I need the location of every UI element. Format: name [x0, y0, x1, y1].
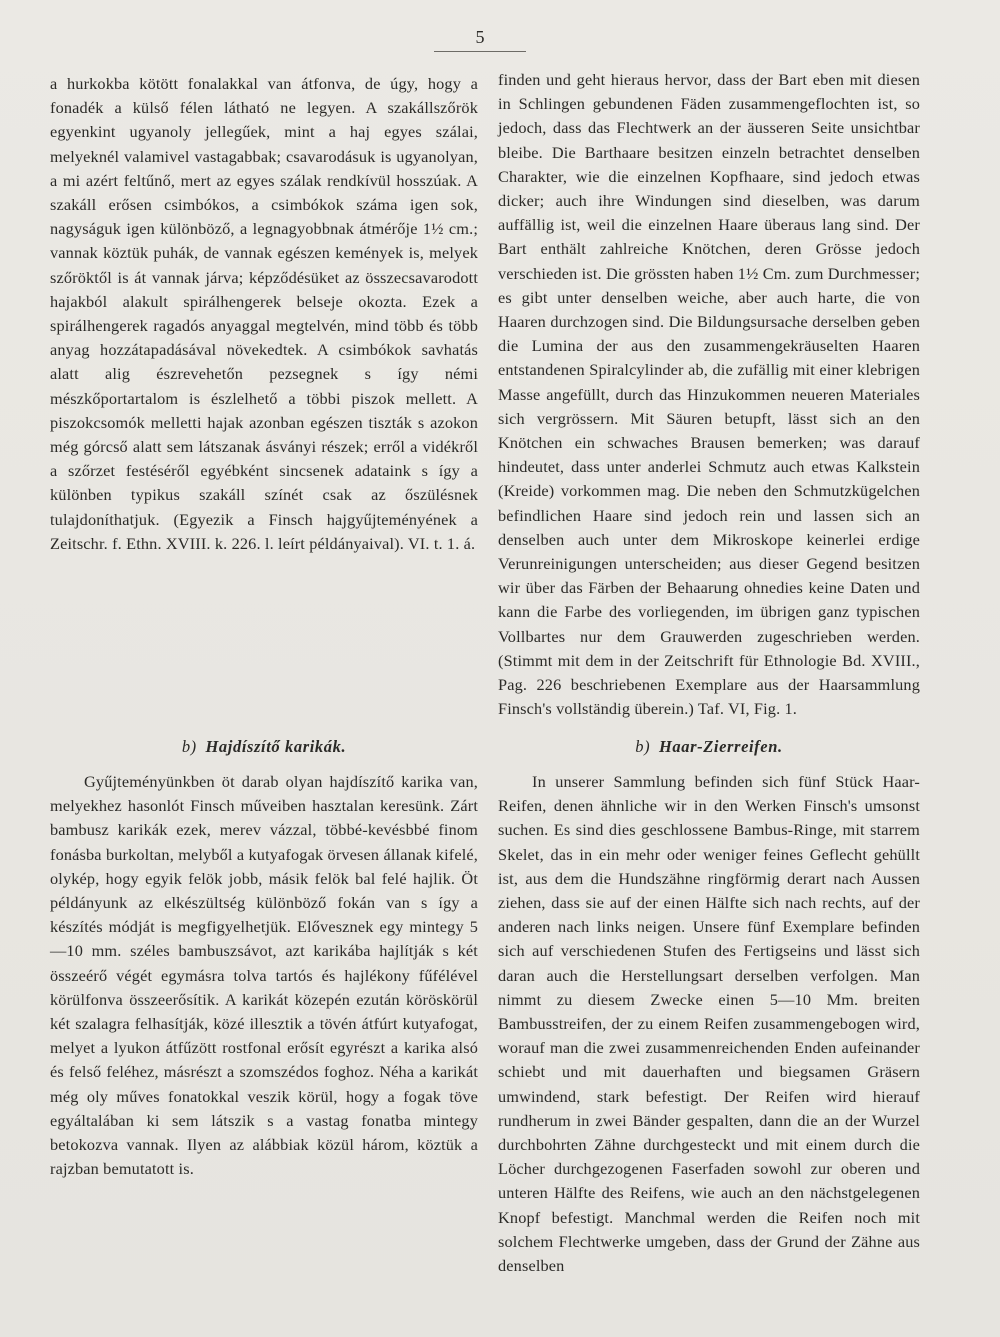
hungarian-column-top	[50, 72, 478, 556]
german-paragraph-continued: finden und geht hieraus hervor, dass der Bart eben mit diesen in Schlingen gebundenen Fäden zusammengeflochten ist, so jedoch, dass das Flechtwerk an der äusseren Seite unsichtbar bleibe. Die Barthaare besitzen einzeln betrachtet denselben Charakter, wie die einzelnen Kopfhaare, sind jedoch etwas dicker; auch ihre Windungen sind dieselben, was darum auffällig ist, weil die einzelnen Haare überaus lang sind. Der Bart enthält zahlreiche Knötchen, deren Grösse jedoch verschieden ist. Die grössten haben 1½ Cm. zum Durchmesser; es gibt unter denselben weiche, aber auch harte, die von Haaren durchzogen sind. Die Bildungsursache derselben geben die Lumina der aus den zusammengekräuselten Haaren entstandenen Spiralcylinder ab, die zufällig mit einer klebrigen Masse angefüllt, durch das Hinzukommen neueren Materiales sich vergrössern. Mit Säuren betupft, lässt sich an den Knötchen ein schwaches Brausen bemerken; was darauf hindeutet, dass unter anderlei Schmutz auch etwas Kalkstein (Kreide) vorkommen mag. Die neben den Schmutzkügelchen befindlichen Haare sind jedoch rein und lassen sich an denselben auch unter dem Mikroskope keinerlei erdige Verunreinigungen unterscheiden; aus dieser Gegend besitzen wir über das Färben der Behaarung ohnedies keine Daten und kann die Farbe des vorliegenden, im übrigen ganz typischen Vollbartes nur dem Grauwerden zugeschrieben werden. (Stimmt mit dem in der Zeitschrift für Ethnologie Bd. XVIII., Pag. 226 beschriebenen Exemplare aus der Haarsammlung Finsch's vollständig überein.) Taf. VI, Fig. 1.	[498, 70, 920, 719]
hungarian-column-bottom	[50, 770, 478, 1181]
german-column-bottom	[498, 770, 920, 1278]
german-paragraph-hair-rings: In unserer Sammlung befinden sich fünf Stück Haar-Reifen, denen ähnliche wir in den Werken Finsch's umsonst suchen. Es sind dies geschlossene Bambus-Ringe, mit starrem Skelet, das in ein mehr oder weniger feines Geflecht gehüllt ist, aus dem die Hundszähne ringförmig derart nach Aussen ziehen, dass sie auf der einen Hälfte sich nach rechts, auf der anderen nach links neigen. Unsere fünf Exemplare befinden sich auf verschiedenen Stufen des Fertigseins und lässt sich daran auch die Herstellungsart derselben verfolgen. Man nimmt zu diesem Zwecke einen 5—10 Mm. breiten Bambusstreifen, der zu einem Reifen zusammengebogen wird, worauf man die zwei zusammenreichenden Enden aufeinander schiebt und mit dauerhaften und biegsamen Gräsern umwindend, stark befestigt. Der Reifen wird hierauf rundherum in zwei Bänder gespalten, dann die an der Wurzel durchbohrten Zähne durchgesteckt und mit einem durch die Löcher durchgezogenen Faserfaden sowohl zur oberen und unteren Hälfte des Reifens, wie auch an den nächstgelegenen Knopf befestigt. Manchmal werden die Reifen noch mit solchem Flechtwerke umgeben, dass der Grund der Zähne aus denselben	[498, 772, 920, 1276]
german-column-top	[498, 68, 920, 721]
hungarian-paragraph-hair-rings: Gyűjteményünkben öt darab olyan hajdíszítő karika van, melyekhez hasonlót Finsch műveiben hasztalan keresünk. Zárt bambusz karikák ezek, merev vázzal, többé-kevésbbé finom fonásba burkoltan, melyből a kutyafogak örvesen állanak kifelé, olykép, hogy egyik felök jobb, másik felök bal felé hajlik. Öt példányunk az elkészültség különböző fokán van s így a készítés módját is megfigyelhetjük. Elővesznek egy mintegy 5—10 mm. széles bambuszsávot, azt karikába hajlítják s két összeérő végét egymásra tolva tartós és hajlékony fűfélével körülfonva összeerősítik. A karikát közepén ezután köröskörül két szalagra felhasítják, közé illesztik a tövén átfúrt kutyafogat, melyet a lyukon átfűzött rostfonal erősít egyrészt a karika alsó és felső feléhez, másrészt a szomszédos foghoz. Néha a karikát még oly műves fonatokkal veszik körül, hogy a fogak töve egyáltalában ki sem látszik s a vastag fonatba mintegy betokozva vannak. Ilyen az alábbiak közül három, köztük a rajzban bemutatott is.	[50, 772, 478, 1179]
hungarian-section-letter: b)	[181, 737, 197, 756]
hungarian-paragraph-continued: a hurkokba kötött fonalakkal van átfonva, de úgy, hogy a fonadék a külső félen látható ne legyen. A szakállszőrök egyenkint ugyanoly jellegűek, mint a haj egyes szálai, melyeknél valamivel vastagabbak; csavarodásuk is ugyanolyan, a mi azért feltűnő, mert az egyes szálak rendkívül hosszúak. A szakáll erősen csimbókos, a csimbókok száma igen sok, nagyságuk igen különböző, a legnagyobbnak átmérője 1½ cm.; vannak köztük puhák, de vannak egészen kemények is, melyek szőröktől is át vannak járva; képződésüket az összecsavarodott hajakból alakult spirálhengerek belseje okozta. Ezek a spirálhengerek ragadós anyaggal megtelvén, mind több és több anyag hozzátapadásával növekedtek. A csimbókok savhatás alatt alig észrevehetőn pezsegnek s így némi mészkőportartalom is észlelhető a többi piszok mellett. A piszokcsomók melletti hajak azonban egészen tiszták s azokon még górcső alatt sem látszanak ásványi részek; erről a vidékről a szőrzet festéséről egyébként sincsenek adataink s így a különben typikus szakáll színét csak az őszülésnek tulajdoníthatjuk. (Egyezik a Finsch hajgyűjteményének a Zeitschr. f. Ethn. XVIII. k. 226. l. leírt példányaival). VI. t. 1. á.	[50, 74, 478, 553]
hungarian-section-title: Hajdíszítő karikák.	[205, 737, 347, 756]
german-section-heading	[498, 737, 920, 757]
page-number-block	[430, 26, 530, 52]
german-section-title: Haar-Zierreifen.	[658, 737, 783, 756]
page-number-rule	[434, 51, 526, 52]
hungarian-section-heading	[50, 737, 478, 757]
page-number: 5	[475, 27, 485, 47]
german-section-letter: b)	[635, 737, 651, 756]
